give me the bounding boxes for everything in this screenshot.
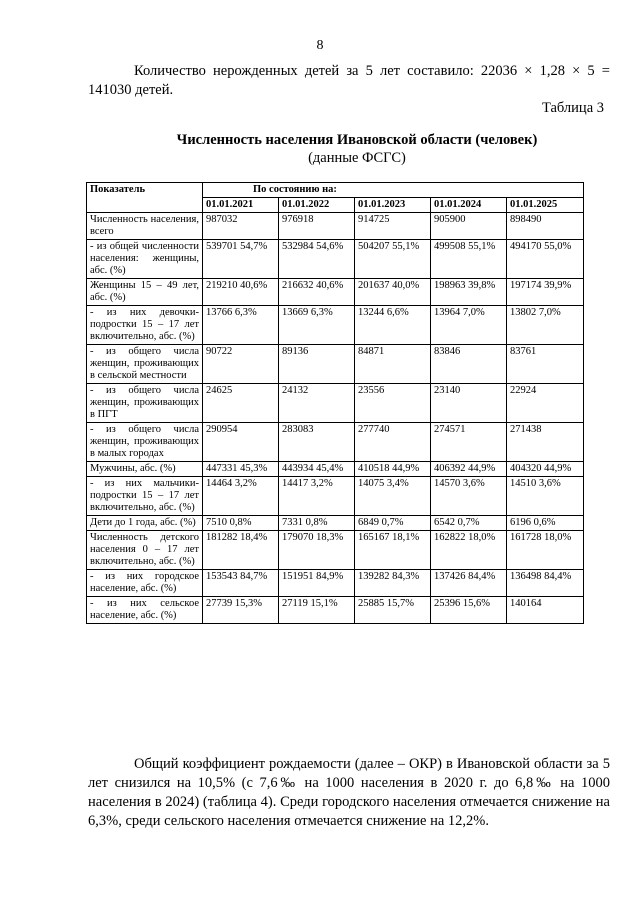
cell-value: 25885 15,7% — [355, 597, 431, 624]
table-number-label: Таблица 3 — [541, 100, 604, 116]
cell-value: 23556 — [355, 384, 431, 423]
table-title: Численность населения Ивановской области (человек) — [176, 132, 538, 148]
cell-value: 219210 40,6% — [203, 279, 279, 306]
row-label: Женщины 15 – 49 лет, абс. (%) — [87, 279, 203, 306]
population-table — [86, 182, 584, 624]
header-date-group: По состоянию на: — [203, 183, 584, 198]
table-row — [87, 477, 584, 516]
cell-value: 137426 84,4% — [431, 570, 507, 597]
cell-value: 410518 44,9% — [355, 462, 431, 477]
table-row — [87, 384, 584, 423]
cell-value: 13802 7,0% — [507, 306, 584, 345]
cell-value: 499508 55,1% — [431, 240, 507, 279]
cell-value: 14464 3,2% — [203, 477, 279, 516]
cell-value: 13964 7,0% — [431, 306, 507, 345]
cell-value: 83761 — [507, 345, 584, 384]
cell-value: 136498 84,4% — [507, 570, 584, 597]
header-date: 01.01.2024 — [431, 198, 507, 213]
outro-paragraph: Общий коэффициент рождаемости (далее – ОКР) в Ивановской области за 5 лет снизился на 10,5% (с 7,6‰ на 1000 населения в 2020 г. до 6,8‰ на 1000 населения в 2024) (таблица 4). Среди городского населения отмечается снижение на 6,3%, среди сельского населения отмечается снижение на 12,2%. — [88, 756, 610, 829]
header-indicator: Показатель — [87, 183, 203, 213]
header-date: 01.01.2022 — [279, 198, 355, 213]
cell-value: 23140 — [431, 384, 507, 423]
cell-value: 139282 84,3% — [355, 570, 431, 597]
table-row — [87, 345, 584, 384]
cell-value: 151951 84,9% — [279, 570, 355, 597]
cell-value: 539701 54,7% — [203, 240, 279, 279]
cell-value: 13766 6,3% — [203, 306, 279, 345]
cell-value: 914725 — [355, 213, 431, 240]
cell-value: 165167 18,1% — [355, 531, 431, 570]
table-header-row-1 — [87, 183, 584, 198]
cell-value: 161728 18,0% — [507, 531, 584, 570]
row-label: - из общей численности населения: женщины, абс. (%) — [87, 240, 203, 279]
cell-value: 283083 — [279, 423, 355, 462]
cell-value: 271438 — [507, 423, 584, 462]
cell-value: 24132 — [279, 384, 355, 423]
row-label: Численность населения, всего — [87, 213, 203, 240]
row-label: - из них городское население, абс. (%) — [87, 570, 203, 597]
cell-value: 274571 — [431, 423, 507, 462]
cell-value: 14570 3,6% — [431, 477, 507, 516]
table-row — [87, 213, 584, 240]
table-row — [87, 597, 584, 624]
table-row — [87, 531, 584, 570]
row-label: Дети до 1 года, абс. (%) — [87, 516, 203, 531]
cell-value: 447331 45,3% — [203, 462, 279, 477]
cell-value: 290954 — [203, 423, 279, 462]
cell-value: 898490 — [507, 213, 584, 240]
row-label: Мужчины, абс. (%) — [87, 462, 203, 477]
table-row — [87, 516, 584, 531]
table-row — [87, 462, 584, 477]
cell-value: 532984 54,6% — [279, 240, 355, 279]
cell-value: 14417 3,2% — [279, 477, 355, 516]
cell-value: 443934 45,4% — [279, 462, 355, 477]
cell-value: 13669 6,3% — [279, 306, 355, 345]
row-label: Численность детского населения 0 – 17 лет включительно, абс. (%) — [87, 531, 203, 570]
cell-value: 22924 — [507, 384, 584, 423]
cell-value: 6849 0,7% — [355, 516, 431, 531]
cell-value: 277740 — [355, 423, 431, 462]
page-number: 8 — [316, 38, 324, 53]
table-row — [87, 423, 584, 462]
cell-value: 84871 — [355, 345, 431, 384]
cell-value: 6196 0,6% — [507, 516, 584, 531]
cell-value: 976918 — [279, 213, 355, 240]
cell-value: 89136 — [279, 345, 355, 384]
cell-value: 27119 15,1% — [279, 597, 355, 624]
cell-value: 83846 — [431, 345, 507, 384]
header-date: 01.01.2025 — [507, 198, 584, 213]
row-label: - из общего числа женщин, проживающих в ПГТ — [87, 384, 203, 423]
cell-value: 181282 18,4% — [203, 531, 279, 570]
cell-value: 216632 40,6% — [279, 279, 355, 306]
row-label: - из них девочки-подростки 15 – 17 лет включительно, абс. (%) — [87, 306, 203, 345]
cell-value: 153543 84,7% — [203, 570, 279, 597]
cell-value: 987032 — [203, 213, 279, 240]
cell-value: 27739 15,3% — [203, 597, 279, 624]
cell-value: 25396 15,6% — [431, 597, 507, 624]
row-label: - из общего числа женщин, проживающих в сельской местности — [87, 345, 203, 384]
cell-value: 7331 0,8% — [279, 516, 355, 531]
table-subtitle: (данные ФСГС) — [308, 150, 406, 166]
intro-paragraph: Количество нерожденных детей за 5 лет составило: 22036 × 1,28 × 5 = 141030 детей. — [88, 63, 610, 98]
row-label: - из них мальчики-подростки 15 – 17 лет включительно, абс. (%) — [87, 477, 203, 516]
cell-value: 90722 — [203, 345, 279, 384]
row-label: - из общего числа женщин, проживающих в малых городах — [87, 423, 203, 462]
cell-value: 162822 18,0% — [431, 531, 507, 570]
table-row — [87, 240, 584, 279]
cell-value: 140164 — [507, 597, 584, 624]
header-date: 01.01.2023 — [355, 198, 431, 213]
table-row — [87, 570, 584, 597]
cell-value: 406392 44,9% — [431, 462, 507, 477]
cell-value: 404320 44,9% — [507, 462, 584, 477]
cell-value: 14075 3,4% — [355, 477, 431, 516]
cell-value: 198963 39,8% — [431, 279, 507, 306]
table-row — [87, 306, 584, 345]
cell-value: 14510 3,6% — [507, 477, 584, 516]
cell-value: 494170 55,0% — [507, 240, 584, 279]
cell-value: 6542 0,7% — [431, 516, 507, 531]
cell-value: 197174 39,9% — [507, 279, 584, 306]
row-label: - из них сельское население, абс. (%) — [87, 597, 203, 624]
header-date: 01.01.2021 — [203, 198, 279, 213]
cell-value: 13244 6,6% — [355, 306, 431, 345]
cell-value: 24625 — [203, 384, 279, 423]
cell-value: 7510 0,8% — [203, 516, 279, 531]
cell-value: 179070 18,3% — [279, 531, 355, 570]
table-row — [87, 279, 584, 306]
cell-value: 504207 55,1% — [355, 240, 431, 279]
cell-value: 905900 — [431, 213, 507, 240]
cell-value: 201637 40,0% — [355, 279, 431, 306]
